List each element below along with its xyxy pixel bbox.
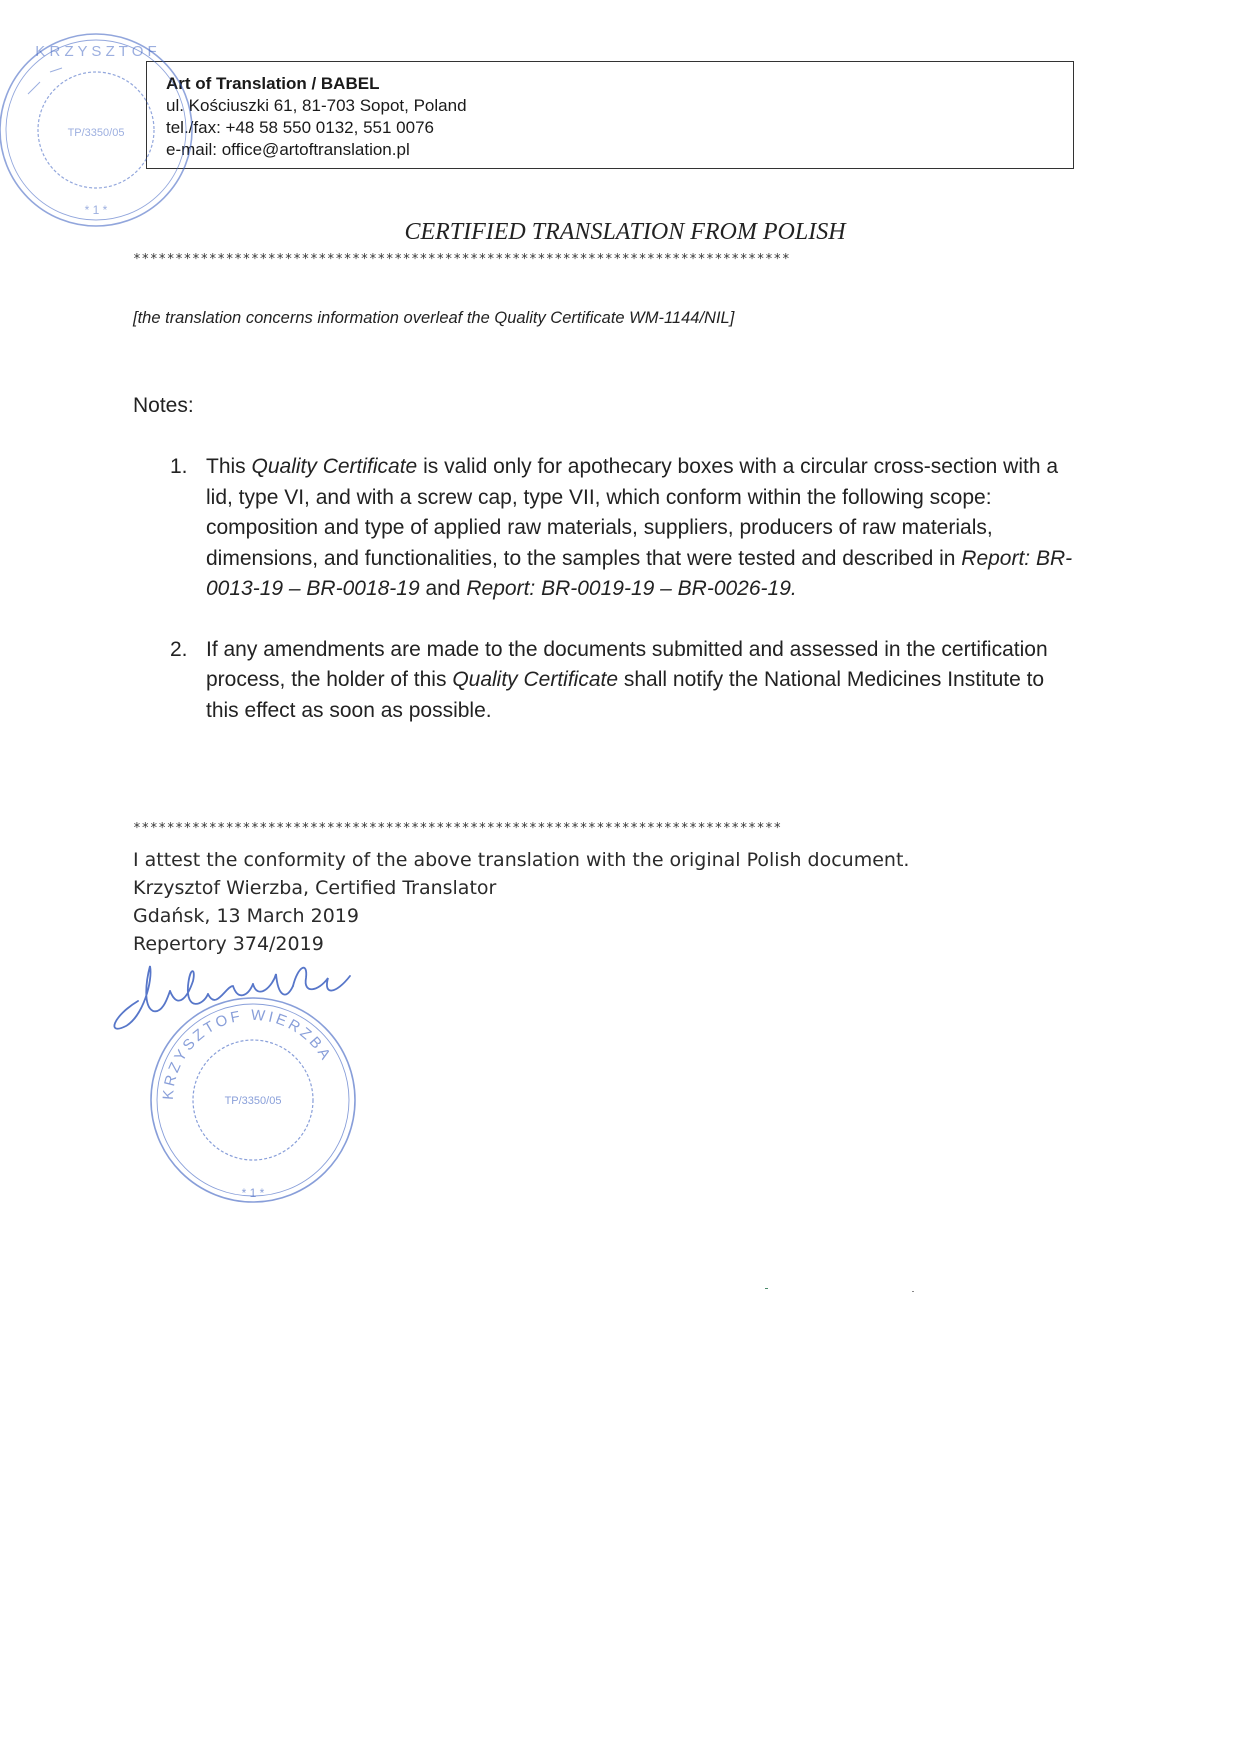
separator-top: ****************************************************************************** (133, 252, 791, 267)
seal-number: TP/3350/05 (67, 127, 125, 139)
official-seal-top (0, 24, 208, 244)
translator-name: Krzysztof Wierzba, Certified Translator (133, 877, 497, 899)
seal-number: TP/3350/05 (224, 1095, 282, 1107)
seal-outer-text: KRZYSZTOF WIERZBA (159, 1006, 336, 1101)
svg-text:* 1 *: * 1 * (241, 1186, 265, 1200)
scan-speck (765, 1288, 768, 1289)
report-reference: Report: BR-0019-19 – BR-0026-19 (466, 577, 791, 600)
notes-list (170, 452, 1075, 726)
text-run-italic: Quality Certificate (251, 455, 418, 478)
text-run: This (206, 455, 252, 478)
note-item-1 (170, 452, 1075, 605)
note-text (206, 635, 1075, 727)
notes-heading: Notes: (133, 394, 194, 417)
separator-bottom: ***************************************************************************** (133, 821, 782, 836)
place-date: Gdańsk, 13 March 2019 (133, 905, 359, 927)
document-title: CERTIFIED TRANSLATION FROM POLISH (404, 219, 846, 245)
translation-note: [the translation concerns information overleaf the Quality Certificate WM-1144/NIL] (133, 309, 735, 327)
scan-speck (912, 1291, 914, 1292)
note-text (206, 452, 1075, 605)
note-number: 1. (170, 455, 188, 478)
report-reference: Report: BR-0013-19 – BR-0018-19 (206, 546, 1073, 600)
svg-text:KRZYSZTOF WIERZBA (160, 1007, 335, 1101)
company-name: Art of Translation / BABEL (166, 74, 380, 93)
company-phone: tel./fax: +48 58 550 0132, 551 0076 (166, 118, 434, 137)
company-email: e-mail: office@artoftranslation.pl (166, 140, 410, 159)
text-run-italic: . (790, 577, 797, 600)
repertory-number: Repertory 374/2019 (133, 933, 324, 955)
svg-text:K R Z Y S Z T O F: K R Z Y S Z T O F (35, 43, 157, 60)
note-number: 2. (170, 637, 188, 661)
attestation-statement: I attest the conformity of the above translation with the original Polish document. (133, 849, 910, 871)
text-run: and (419, 577, 467, 600)
official-seal-bottom (138, 985, 368, 1215)
text-run: If any amendments are made to the documents submitted and assessed in the certification process, the holder of this (206, 637, 1048, 691)
note-item-2 (170, 635, 1075, 727)
svg-text:* 1 *: * 1 * (84, 203, 108, 217)
company-address: ul. Kościuszki 61, 81-703 Sopot, Poland (166, 96, 467, 115)
letterhead (166, 73, 467, 161)
text-run: is valid only for apothecary boxes with a circular cross-section with a lid, type VI, and with a screw cap, type VII, which conform within the following scope: composition and type of applied raw materials, suppliers, producers of raw materials, dimensions, and functionalities, to the samples that were tested and described in (206, 455, 1059, 570)
text-run-italic: Quality Certificate (452, 668, 619, 691)
attestation-block (133, 846, 909, 958)
text-run: shall notify the National Medicines Institute to this effect as soon as possible. (206, 668, 1045, 722)
